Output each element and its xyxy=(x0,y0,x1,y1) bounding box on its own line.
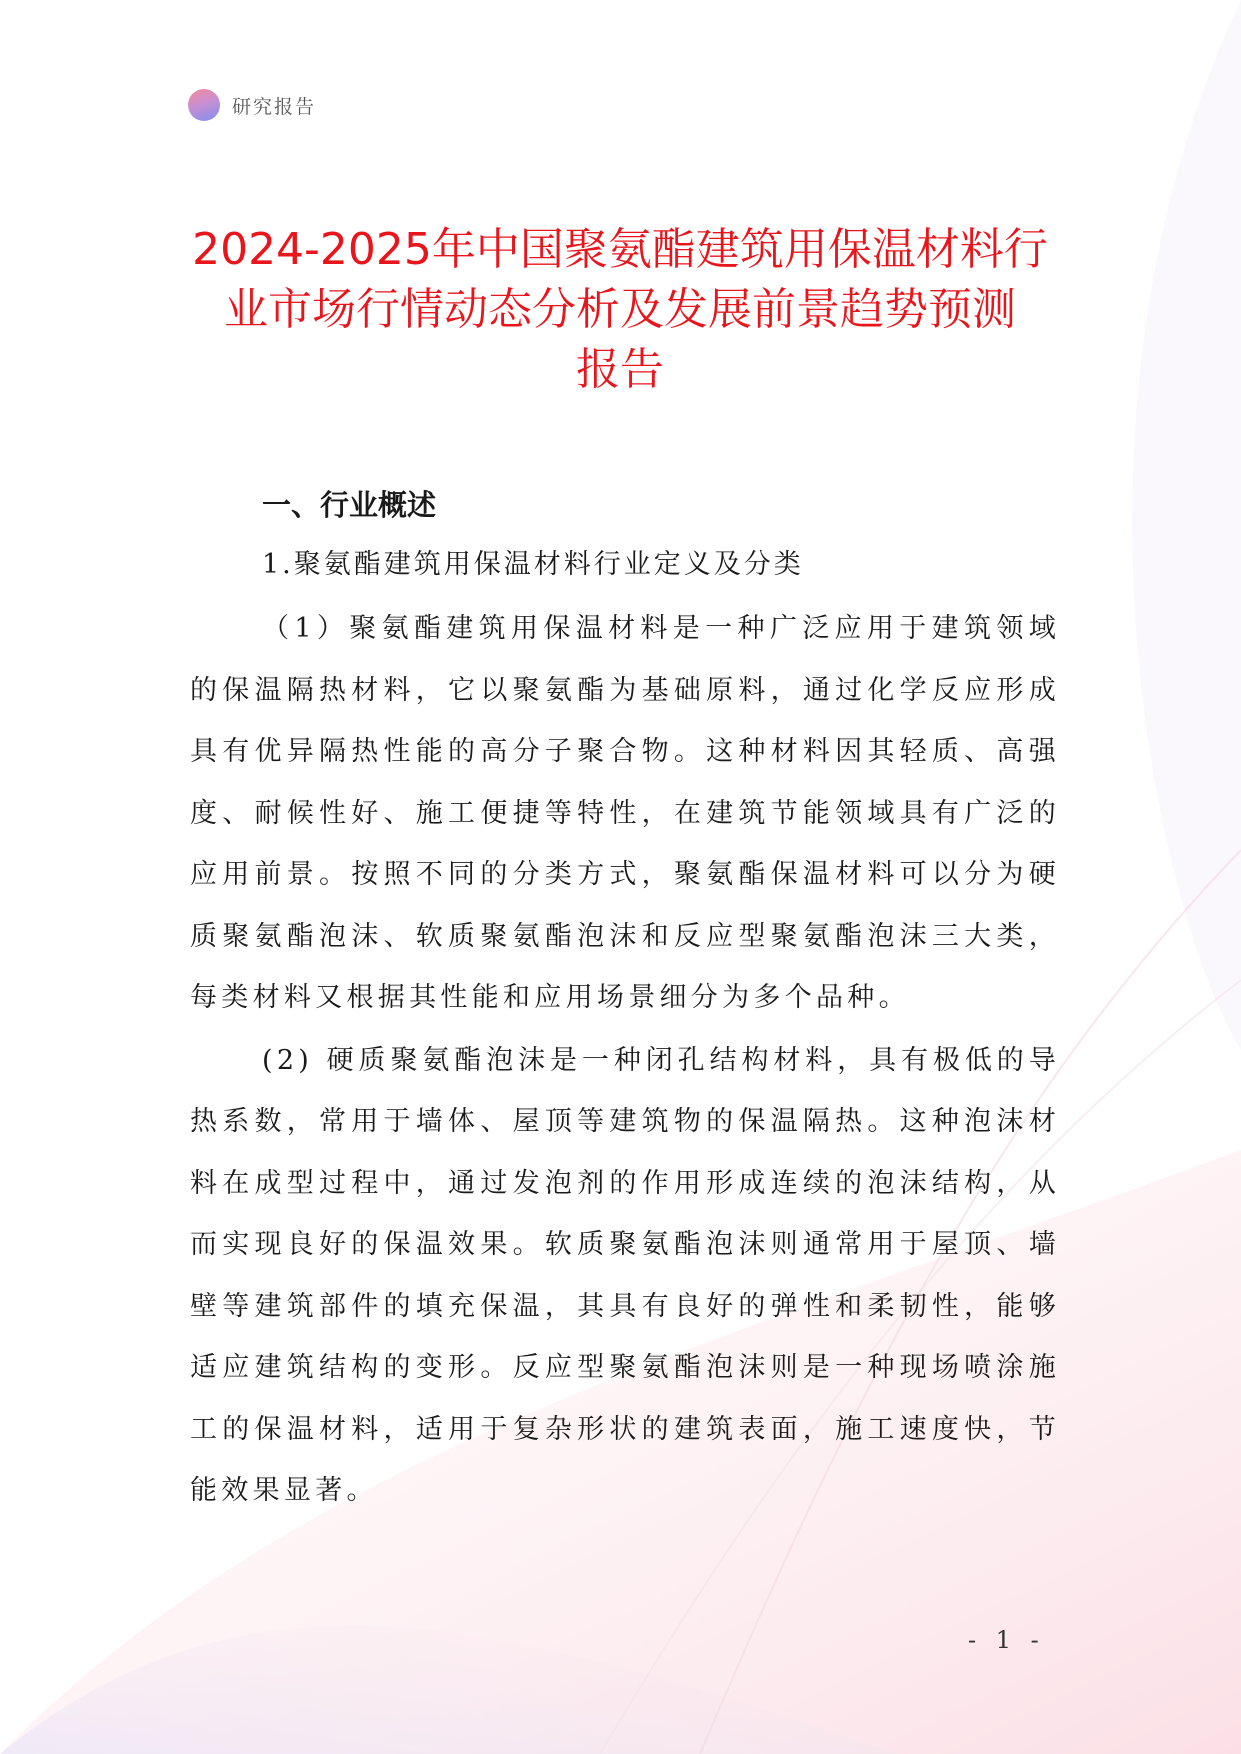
report-header xyxy=(188,89,316,121)
document-title xyxy=(180,220,1060,400)
section-heading: 一、行业概述 xyxy=(262,488,437,522)
title-line-3: 报告 xyxy=(576,344,664,395)
title-line-1: 2024-2025年中国聚氨酯建筑用保温材料行 xyxy=(192,224,1048,275)
paragraph-2: (2) 硬质聚氨酯泡沫是一种闭孔结构材料，具有极低的导热系数，常用于墙体、屋顶等建筑物的保温隔热。这种泡沫材料在成型过程中，通过发泡剂的作用形成连续的泡沫结构，从而实现良好的保温效果。软质聚氨酯泡沫则通常用于屋顶、墙壁等建筑部件的填充保温，其具有良好的弹性和柔韧性，能够适应建筑结构的变形。反应型聚氨酯泡沫则是一种现场喷涂施工的保温材料，适用于复杂形状的建筑表面，施工速度快，节能效果显著。 xyxy=(190,1044,1060,1506)
header-label: 研究报告 xyxy=(232,95,317,118)
report-logo-icon xyxy=(188,89,220,121)
page-number: - 1 - xyxy=(968,1626,1045,1654)
paragraph-1: （1）聚氨酯建筑用保温材料是一种广泛应用于建筑领域的保温隔热材料，它以聚氨酯为基础原料，通过化学反应形成具有优异隔热性能的高分子聚合物。这种材料因其轻质、高强度、耐候性好、施工便捷等特性，在建筑节能领域具有广泛的应用前景。按照不同的分类方式，聚氨酯保温材料可以分为硬质聚氨酯泡沫、软质聚氨酯泡沫和反应型聚氨酯泡沫三大类，每类材料又根据其性能和应用场景细分为多个品种。 xyxy=(190,613,1060,1013)
sub-heading: 1.聚氨酯建筑用保温材料行业定义及分类 xyxy=(262,549,804,580)
document-body xyxy=(190,478,1060,1523)
title-line-2: 业市场行情动态分析及发展前景趋势预测 xyxy=(224,284,1016,335)
